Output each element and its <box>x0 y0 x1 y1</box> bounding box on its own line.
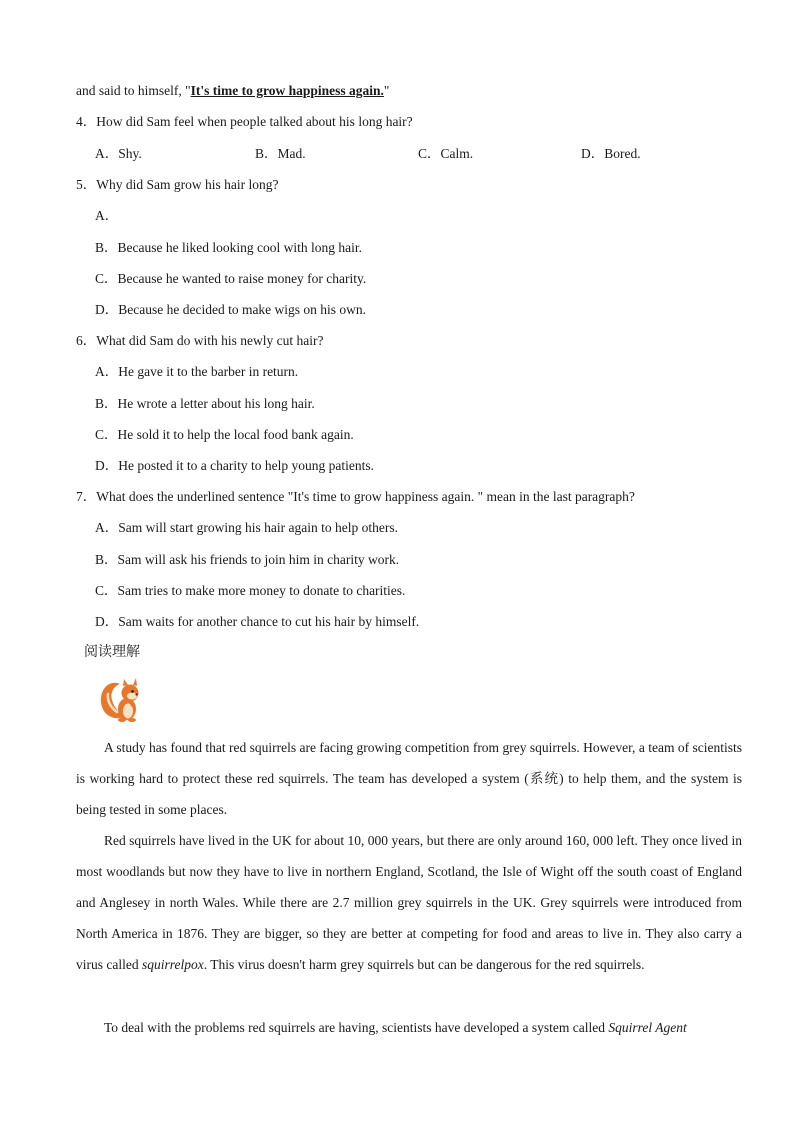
question-4-stem: 4．How did Sam feel when people talked about his long hair? <box>76 114 413 129</box>
question-4-option-a: A．Shy. <box>95 146 142 161</box>
paragraph-2-text-b: . This virus doesn't harm grey squirrels but can be dangerous for the red squirrels. <box>203 957 645 972</box>
paragraph-3-text: To deal with the problems red squirrels are having, scientists have developed a system called <box>104 1020 609 1035</box>
question-7-stem: 7．What does the underlined sentence "It's time to grow happiness again. " mean in the last paragraph? <box>76 489 635 504</box>
question-7-option-c: C．Sam tries to make more money to donate to charities. <box>95 583 406 598</box>
question-7-option-d: D．Sam waits for another chance to cut his hair by himself. <box>95 614 420 629</box>
intro-prefix: and said to himself, " <box>76 83 191 98</box>
question-6-option-b: B．He wrote a letter about his long hair. <box>95 396 315 411</box>
underlined-quote: It's time to grow happiness again. <box>190 83 384 98</box>
term-squirrel-agent: Squirrel Agent <box>608 1020 687 1035</box>
paragraph-2-text-a: Red squirrels have lived in the UK for about 10, 000 years, but there are only around 160, 000 left. They once lived in most woodlands but now they have to live in northern England, Scotland, the Isle of Wight off the south coast of England and Anglesey in north Wales. While there are 2.7 million grey squirrels in the UK. Grey squirrels were introduced from North America in 1876. They are bigger, so they are better at competing for food and areas to live in. They also carry a virus called <box>76 833 742 972</box>
question-7-option-a: A．Sam will start growing his hair again to help others. <box>95 520 398 535</box>
question-4-option-d: D．Bored. <box>581 146 641 161</box>
question-7-option-b: B．Sam will ask his friends to join him in charity work. <box>95 552 400 567</box>
passage-paragraph-2 <box>76 825 742 980</box>
question-6-option-d: D．He posted it to a charity to help young patients. <box>95 458 374 473</box>
question-6-option-a: A．He gave it to the barber in return. <box>95 364 299 379</box>
question-5-stem: 5．Why did Sam grow his hair long? <box>76 177 279 192</box>
term-squirrelpox: squirrelpox <box>141 957 204 972</box>
squirrel-icon <box>96 674 144 724</box>
question-5-option-b: B．Because he liked looking cool with long hair. <box>95 240 362 255</box>
question-4-option-b: B．Mad. <box>255 146 306 161</box>
question-5-option-c: C．Because he wanted to raise money for charity. <box>95 271 367 286</box>
question-5-option-d: D．Because he decided to make wigs on his own. <box>95 302 367 317</box>
question-5-option-a: A． <box>95 208 119 223</box>
question-6-stem: 6．What did Sam do with his newly cut hair? <box>76 333 324 348</box>
passage-paragraph-3 <box>76 1012 742 1043</box>
question-6-option-c: C．He sold it to help the local food bank again. <box>95 427 354 442</box>
section-title: 阅读理解 <box>84 644 140 660</box>
intro-suffix: " <box>383 83 390 98</box>
passage-paragraph-1: A study has found that red squirrels are facing growing competition from grey squirrels. However, a team of scientists is working hard to protect these red squirrels. The team has developed a system (系统) to help them, and the system is being tested in some places. <box>76 740 742 817</box>
intro-line <box>76 82 389 100</box>
question-4-option-c: C．Calm. <box>418 146 474 161</box>
